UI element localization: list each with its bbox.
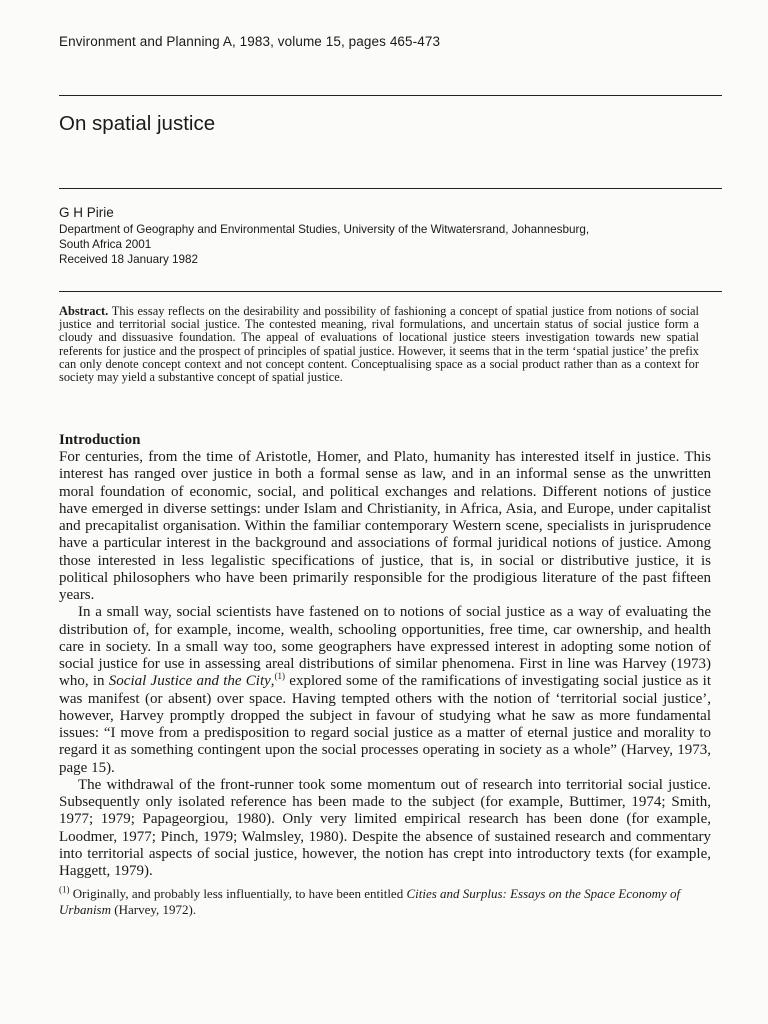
- author-block: [59, 205, 729, 267]
- footnote-text-1: Originally, and probably less influentially, to have been entitled: [69, 886, 407, 902]
- footnote: [59, 886, 711, 918]
- divider-title: [59, 188, 722, 189]
- footnote-book-title: Cities and Surplus: Essays on the Space Economy of Urbanism: [59, 886, 681, 918]
- paragraph-1: For centuries, from the time of Aristotle, Homer, and Plato, humanity has interested itself in justice. This interest has ranged over justice in both a formal sense as law, and in an informal sense as the unwritten moral foundation of economic, social, and political exchanges and relations. Different notions of justice have emerged in diverse settings: under Islam and Christianity, in Africa, Asia, and Europe, under capitalist and precapitalist organisation. Within the familiar contemporary Western scene, specialists in jurisprudence have a particular interest in the background and associations of formal juridical notions of justice. Among those interested in less legalistic specifications of justice, that is, in social or distributive justice, it is political philosophers who have been primarily responsible for the prodigious literature of the past fifteen years.: [59, 449, 711, 603]
- article-title: On spatial justice: [59, 112, 216, 135]
- author-name: G H Pirie: [59, 205, 114, 220]
- footnote-text-2: (Harvey, 1972).: [111, 902, 197, 918]
- article-body: [59, 431, 711, 918]
- paragraph-2-part-2: explored some of the ramifications of investigating social justice as it was manifest (or absent) over space. Having tempted others with the notion of ‘territorial social justice’, however, Harvey promptly dropped the subject in favour of studying what he saw as more fundamental issues: “I move from a predisposition to regard social justice as a matter of eternal justice and morality to regard it as something contingent upon the social processes operating in society as a whole” (Harvey, 1973, page 15).: [59, 673, 711, 776]
- abstract-label: Abstract.: [59, 304, 109, 318]
- footnote-marker: (1): [59, 884, 70, 895]
- book-title-social-justice: Social Justice and the City: [108, 673, 271, 690]
- abstract-text: This essay reflects on the desirability and possibility of fashioning a concept of spatial justice from notions of social justice and territorial social justice. The contested meaning, rival formulations, and uncertain status of social justice form a cloudy and dissuasive foundation. The appeal of evaluations of locational justice steers investigation towards new spatial referents for justice and the prospect of principles of spatial justice. However, it seems that in the term ‘spatial justice’ the prefix can only denote concept context and not concept content. Conceptualising space as a social product rather than as a context for society may yield a substantive concept of spatial justice.: [59, 304, 699, 385]
- paragraph-2: In a small way, social scientists have fastened on to notions of social justice as a way of evaluating the distribution of, for example, income, wealth, schooling opportunities, free time, car ownership, and health care in society. In a small way too, some geographers have expressed interest in adopting some notion of social justice for use in assessing areal distributions of similar phenomena. First in line was Harvey (1973) who, in Social Justice and the City,$^{(1)}$ explored some of the ramifications of investigating social justice as it was manifest (or absent) over space. Having tempted others with the notion of ‘territorial social justice’, however, Harvey promptly dropped the subject in favour of studying what he saw as more fundamental issues: “I move from a predisposition to regard social justice as a matter of eternal justice and morality to regard it as something contingent upon the social processes operating in society as a whole” (Harvey, 1973, page 15).: [59, 604, 711, 776]
- section-heading-introduction: Introduction: [59, 432, 141, 448]
- footnote-reference: (1): [274, 671, 286, 682]
- author-affiliation: [59, 222, 729, 267]
- paragraph-3: The withdrawal of the front-runner took some momentum out of research into territorial social justice. Subsequently only isolated reference has been made to the subject (for example, Buttimer, 1974; Smith, 1977; 1979; Papageorgiou, 1980). Only very limited empirical research has been done (for example, Loodmer, 1977; Pinch, 1979; Walmsley, 1980). Despite the absence of sustained research and commentary into territorial aspects of social justice, however, the notion has crept into introductory texts (for example, Haggett, 1979).: [59, 776, 711, 879]
- received-date: Received 18 January 1982: [59, 253, 199, 266]
- affiliation-line-2: South Africa 2001: [59, 238, 152, 251]
- paragraph-2-part-1: In a small way, social scientists have fastened on to notions of social justice as a way of evaluating the distribution of, for example, income, wealth, schooling opportunities, free time, car ownership, and health care in society. In a small way too, some geographers have expressed interest in adopting some notion of social justice for use in assessing areal distributions of similar phenomena. First in line was Harvey (1973) who, in: [59, 604, 711, 690]
- divider-top: [59, 95, 722, 96]
- divider-abstract: [59, 291, 722, 292]
- affiliation-line-1: Department of Geography and Environmental Studies, University of the Witwatersrand, Johannesburg,: [59, 223, 590, 236]
- journal-citation: Environment and Planning A, 1983, volume 15, pages 465-473: [59, 34, 441, 49]
- abstract: [59, 305, 699, 384]
